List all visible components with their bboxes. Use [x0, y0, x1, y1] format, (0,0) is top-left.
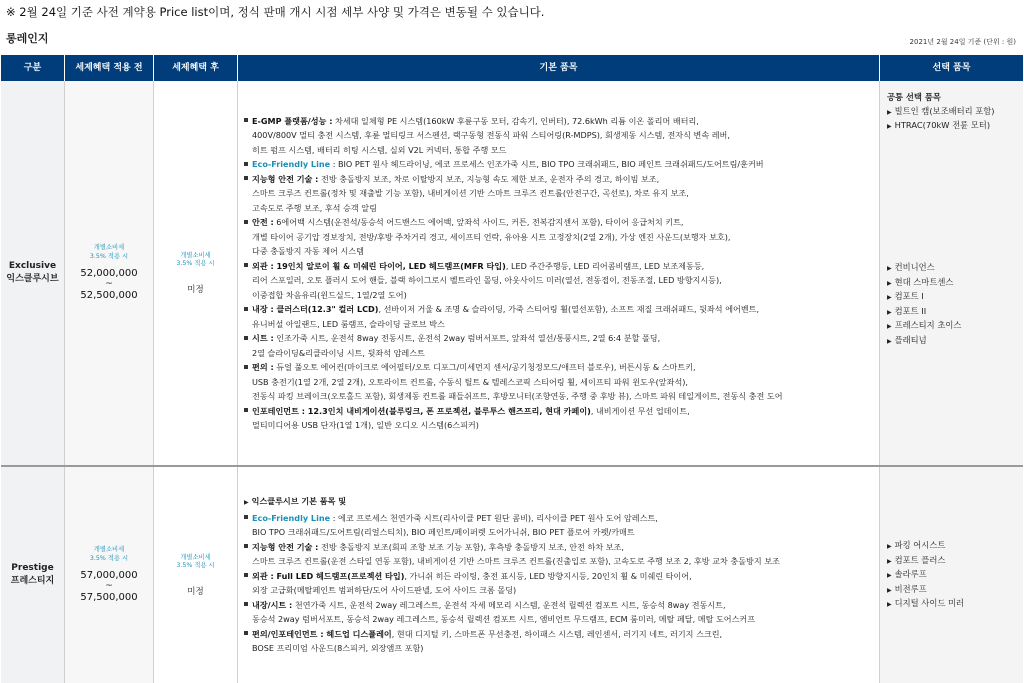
option-item — [887, 319, 961, 334]
price-before-tax — [65, 81, 154, 465]
option-item — [887, 276, 961, 291]
option-item-label: 컨비니언스 — [894, 262, 935, 272]
tax-note-rate: 3.5% 적용 시 — [89, 554, 129, 562]
common-option-item — [887, 119, 995, 134]
basic-item-line — [244, 259, 873, 274]
square-bullet-icon — [244, 118, 248, 122]
price-from: 57,000,000 — [80, 570, 138, 581]
price-to: 57,500,000 — [80, 592, 138, 603]
model-title: 롱레인지 — [6, 32, 49, 45]
square-bullet-icon — [244, 336, 248, 340]
basic-item-line — [244, 114, 873, 129]
option-item — [887, 568, 964, 583]
common-option-item — [887, 105, 995, 120]
price-to: 52,500,000 — [80, 290, 138, 301]
basic-item-text: 전방 충돌방지 보조, 차로 이탈방지 보조, 지능형 속도 제한 보조, 운전자 주의 경고, 하이빔 보조, — [318, 173, 660, 184]
option-item-label: 디지털 사이드 미러 — [894, 598, 965, 608]
basic-item-head: 편의/인포테인먼트 : 헤드업 디스플레이 — [252, 628, 392, 639]
basic-item-head: Eco-Friendly Line — [252, 512, 331, 523]
basic-item-text: USB 충전기(1열 2개, 2열 2개), 오토라이트 컨트롤, 수동식 틸트 & 텔레스코픽 스티어링 휠, 세이프티 파워 윈도우(앞좌석), — [252, 376, 688, 387]
arrow-bullet-icon: ▶ — [887, 279, 892, 287]
basic-item-head: 내장 : 클러스터(12.3" 컬러 LCD) — [252, 304, 379, 314]
tax-note: 개별소비세 — [93, 244, 125, 251]
basic-item-text: 전방 충돌방지 보조(회피 조향 보조 기능 포함), 후측방 충돌방지 보조, 안전 하차 보조, — [318, 541, 624, 552]
arrow-bullet-icon: ▶ — [244, 499, 249, 507]
arrow-bullet-icon: ▶ — [887, 123, 892, 130]
basic-item-line — [244, 201, 873, 216]
basic-item-text: 고속도로 주행 보조, 후석 승객 알림 — [252, 202, 377, 213]
basic-item-head: Eco-Friendly Line — [252, 159, 331, 169]
basic-item-line — [244, 273, 873, 288]
basic-item-head: 외관 : 19인치 알로이 휠 & 미쉐린 타이어, LED 헤드램프(MFR 타입) — [252, 260, 506, 271]
basic-item-text: 인조가죽 시트, 운전석 8way 전동시트, 운전석 2way 럼버서포트, 앞좌석 열선/통풍시트, 2열 6:4 분할 폴딩, — [273, 333, 661, 343]
basic-item-text: , 내비게이션 무선 업데이트, — [590, 405, 690, 416]
trim-name — [1, 467, 65, 683]
after-tax-note: 개별소비세 — [180, 251, 211, 259]
arrow-bullet-icon: ▶ — [887, 586, 892, 594]
table-row-prestige — [1, 467, 1023, 683]
basic-item-text: BOSE 프리미엄 사운드(8스피커, 외장앰프 포함) — [252, 643, 424, 654]
option-item — [887, 261, 961, 276]
basic-item-text: 리어 스포일러, 오토 플러시 도어 핸들, 블랙 하이그로시 벨트라인 몰딩, 아웃사이드 미러(열선, 전동접이, 전동조절, LED 방향지시등), — [252, 275, 722, 285]
row-divider — [1, 465, 1023, 467]
square-bullet-icon — [244, 408, 248, 412]
basic-item-text: : 에코 프로세스 천연가죽 시트(리사이클 PET 원단 콤비), 리사이클 PET 원사 도어 암레스트, — [330, 512, 658, 523]
arrow-bullet-icon: ▶ — [887, 557, 892, 565]
basic-item-text: 전동식 파킹 브레이크(오토홀드 포함), 회생제동 컨트롤 패들쉬프트, 후방모니터(조향연동, 주행 중 후방 뷰), 스마트 파워 테일게이트, 전동식 충전 도어 — [252, 391, 783, 401]
basic-item-text: 400V/800V 멀티 충전 시스템, 후륜 멀티링크 서스펜션, 랙구동형 전동식 파워 스티어링(R-MDPS), 회생제동 시스템, 전자식 변속 레버, — [252, 130, 730, 140]
option-list — [887, 261, 961, 348]
price-table — [1, 55, 1023, 683]
square-bullet-icon — [244, 365, 248, 369]
basic-item-line — [244, 346, 873, 361]
basic-item-text: 유니버설 아일랜드, LED 룸램프, 슬라이딩 글로브 박스 — [252, 318, 445, 329]
basic-item-text: 히트 펌프 시스템, 배터리 히팅 시스템, 실외 V2L 커넥터, 통합 주행 모드 — [252, 144, 507, 155]
trim-name-ko: 익스클루시브 — [6, 274, 59, 284]
arrow-bullet-icon: ▶ — [887, 337, 892, 345]
basic-item-text: 6에어백 시스템(운전석/동승석 어드밴스드 에어백, 앞좌석 사이드, 커튼, 전복감지센서 포함), 타이어 응급처치 키트, — [273, 217, 684, 227]
option-item — [887, 554, 964, 569]
option-item-label: 비전루프 — [894, 583, 927, 594]
option-item-label: 플래티넘 — [894, 334, 927, 345]
basic-item-line — [244, 302, 873, 317]
option-item — [887, 583, 964, 598]
basic-item-head: 인포테인먼트 : 12.3인치 내비게이션(블루링크, 폰 프로젝션, 블루투스 핸즈프리, 현대 카페이) — [252, 405, 591, 416]
basic-item-line — [244, 569, 873, 584]
basic-item-line — [244, 186, 873, 201]
square-bullet-icon — [244, 263, 248, 267]
basic-item-text: 듀얼 풀오토 에어컨(마이크로 에어필터/오토 디포그/미세먼지 센서/공기청정모드/애프터 블로우), 버튼시동 & 스마트키, — [273, 362, 696, 372]
price-after-tax — [154, 467, 238, 683]
square-bullet-icon — [244, 631, 248, 635]
basic-item-line — [244, 554, 873, 569]
basic-item-text: 2열 슬라이딩&리클라이닝 시트, 뒷좌석 암레스트 — [252, 347, 425, 358]
notice-text: ※ 2월 24일 기준 사전 계약용 Price list이며, 정식 판매 개시 시점 세부 사양 및 가격은 변동될 수 있습니다. — [6, 5, 545, 19]
option-item-label: 파킹 어시스트 — [894, 540, 946, 550]
option-item — [887, 290, 961, 305]
basic-item-text: , 가니쉬 히든 라이팅, 충전 표시등, LED 방향지시등, 20인치 휠 & 미쉐린 타이어, — [404, 570, 692, 581]
after-tax-value: 미정 — [187, 284, 204, 295]
basic-item-line — [244, 128, 873, 143]
basic-item-line — [244, 230, 873, 245]
basic-item-text: 외장 고급화(메탈페인트 범퍼하단/도어 사이드판넬, 도어 사이드 크롬 몰딩) — [252, 585, 517, 596]
basic-item-line — [244, 331, 873, 346]
trim-name-ko: 프레스티지 — [10, 576, 55, 586]
square-bullet-icon — [244, 573, 248, 577]
basic-item-head: 외관 : Full LED 헤드램프(프로젝션 타입) — [252, 570, 405, 581]
arrow-bullet-icon: ▶ — [887, 108, 892, 116]
option-item-label: 컴포트 플러스 — [894, 554, 946, 565]
basic-item-line — [244, 525, 873, 540]
basic-item-text: 다중 충돌방지 자동 제어 시스템 — [252, 246, 364, 256]
basic-item-line — [244, 360, 873, 375]
common-options — [887, 91, 995, 134]
basic-item-text: 차세대 일체형 PE 시스템(160kW 후륜구동 모터, 감속기, 인버터), 72.6kWh 리튬 이온 폴리머 배터리, — [332, 115, 699, 126]
option-item — [887, 539, 964, 554]
basic-item-text: : BIO PET 원사 헤드라이닝, 에코 프로세스 인조가죽 시트, BIO TPO 크래쉬패드, BIO 페인트 크래쉬패드/도어트림/훈커버 — [330, 159, 764, 169]
basic-item-head: 익스클루시브 기본 품목 및 — [251, 496, 347, 507]
basic-item-line — [244, 627, 873, 642]
arrow-bullet-icon: ▶ — [887, 323, 892, 330]
option-item — [887, 305, 961, 320]
header-before-tax: 세제혜택 적용 전 — [65, 55, 154, 81]
option-item-label: 컴포트 II — [894, 305, 927, 316]
table-row-exclusive — [1, 81, 1023, 466]
square-bullet-icon — [244, 220, 248, 224]
basic-item-line — [244, 598, 873, 613]
trim-name-en: Exclusive — [8, 261, 57, 272]
option-item — [887, 597, 964, 612]
basic-item-line — [244, 511, 873, 526]
basic-item-line — [244, 172, 873, 187]
square-bullet-icon — [244, 307, 248, 311]
header-option: 선택 품목 — [932, 63, 971, 73]
after-tax-value: 미정 — [187, 586, 204, 597]
option-item-label: 솔라루프 — [894, 569, 927, 579]
basic-item-text: 이중접합 차음유리(윈드실드, 1열/2열 도어) — [252, 289, 407, 300]
basic-item-head: 내장/시트 : — [252, 599, 293, 610]
option-list — [887, 539, 964, 612]
trim-name — [1, 81, 65, 465]
square-bullet-icon — [244, 176, 248, 180]
common-option-label: HTRAC(70kW 전륜 모터) — [894, 120, 991, 130]
header-after-tax: 세제혜택 후 — [154, 55, 238, 81]
after-tax-note: 개별소비세 — [180, 553, 211, 561]
square-bullet-icon — [244, 515, 248, 519]
basic-item-text: , 현대 디지털 키, 스마트폰 무선충전, 하이패스 시스템, 레인센서, 러기지 네트, 러기지 스크린, — [391, 628, 723, 639]
date-note: 2021년 2월 24일 기준 (단위 : 원) — [909, 38, 1016, 46]
option-item — [887, 334, 961, 349]
common-option-label: 빌트인 캠(보조배터리 포함) — [894, 105, 995, 116]
basic-item-text: 스마트 크루즈 컨트롤(정차 및 재출발 기능 포함), 내비게이션 기반 스마트 크루즈 컨트롤(안전구간, 곡선로), 차로 유지 보조, — [252, 188, 689, 198]
header-basic: 기본 품목 — [238, 55, 880, 81]
basic-items-list — [238, 81, 880, 465]
arrow-bullet-icon: ▶ — [887, 308, 892, 316]
basic-item-text: 개별 타이어 공기압 경보장치, 전방/후방 주차거리 경고, 세이프티 언락, 유아용 시트 고정장치(2열 2개), 가상 엔진 사운드(보행자 보호), — [252, 231, 731, 242]
square-bullet-icon — [244, 544, 248, 548]
arrow-bullet-icon: ▶ — [887, 601, 892, 608]
option-item-label: 프레스티지 초이스 — [894, 320, 962, 330]
basic-item-line — [244, 215, 873, 230]
basic-item-head: 시트 : — [252, 333, 274, 343]
basic-items-list — [238, 467, 880, 683]
basic-item-line — [244, 244, 873, 259]
price-before-tax — [65, 467, 154, 683]
price-after-tax — [154, 81, 238, 465]
after-tax-note-rate: 3.5% 적용 시 — [176, 562, 215, 569]
basic-item-text: 동승석 2way 럼버서포트, 동승석 2way 레그레스트, 동승석 릴렉션 컴포트 시트, 앰비언트 무드램프, ECM 룸미러, 메탈 페달, 메탈 도어스커프 — [252, 614, 756, 625]
arrow-bullet-icon: ▶ — [887, 294, 892, 301]
header-category: 구분 — [1, 55, 65, 81]
basic-item-line — [244, 375, 873, 390]
basic-item-text: 스마트 크루즈 컨트롤(운전 스타일 연동 포함), 내비게이션 기반 스마트 크루즈 컨트롤(진출입로 포함), 고속도로 주행 보조 2, 후방 교차 충돌방지 보조 — [252, 556, 780, 567]
option-items — [880, 467, 1023, 683]
basic-item-line — [244, 540, 873, 555]
square-bullet-icon — [244, 162, 248, 166]
basic-item-line — [244, 583, 873, 598]
common-options-title: 공통 선택 품목 — [887, 92, 941, 102]
trim-name-en: Prestige — [11, 563, 54, 574]
basic-item-line — [244, 494, 873, 511]
basic-item-head: 편의 : — [252, 362, 274, 372]
basic-item-text: BIO TPO 크래쉬패드/도어트림(리얼스티치), BIO 페인트/페이퍼렛 도어가니쉬, BIO PET 플로어 카펫/카매트 — [252, 527, 635, 538]
basic-item-text: , 선바이저 거울 & 조명 & 슬라이딩, 가죽 스티어링 휠(열선포함), 소프트 재질 크래쉬패드, 뒷좌석 에어벤트, — [378, 304, 760, 314]
basic-item-line — [244, 288, 873, 303]
arrow-bullet-icon: ▶ — [887, 265, 892, 272]
basic-item-line — [244, 389, 873, 404]
price-tilde: ~ — [105, 279, 113, 289]
basic-item-head: 지능형 안전 기술 : — [252, 541, 319, 552]
price-tilde: ~ — [105, 581, 113, 591]
basic-item-text: 멀티미디어용 USB 단자(1열 1개), 일반 오디오 시스템(6스피커) — [252, 420, 479, 430]
basic-item-line — [244, 143, 873, 158]
tax-note: 개별소비세 — [93, 546, 125, 553]
after-tax-note-rate: 3.5% 적용 시 — [176, 260, 215, 267]
basic-item-head: 지능형 안전 기술 : — [252, 173, 319, 184]
basic-item-head: 안전 : — [252, 217, 274, 227]
tax-note-rate: 3.5% 적용 시 — [89, 252, 129, 260]
price-from: 52,000,000 — [80, 268, 138, 279]
basic-item-line — [244, 317, 873, 332]
basic-item-head: E-GMP 플랫폼/성능 : — [252, 115, 333, 126]
option-item-label: 현대 스마트센스 — [894, 276, 954, 287]
basic-item-line — [244, 612, 873, 627]
option-item-label: 컴포트 I — [894, 291, 924, 301]
basic-item-line — [244, 641, 873, 656]
arrow-bullet-icon: ▶ — [887, 543, 892, 550]
basic-item-line — [244, 418, 873, 433]
arrow-bullet-icon: ▶ — [887, 572, 892, 579]
option-items — [880, 81, 1023, 465]
basic-item-line — [244, 404, 873, 419]
basic-item-text: 천연가죽 시트, 운전석 2way 레그레스트, 운전석 자세 메모리 시스템, 운전석 릴렉션 컴포트 시트, 동승석 8way 전동시트, — [292, 599, 726, 610]
square-bullet-icon — [244, 602, 248, 606]
table-header — [1, 55, 1023, 81]
basic-item-line — [244, 157, 873, 172]
basic-item-text: , LED 주간주행등, LED 리어콤비램프, LED 보조제동등, — [505, 260, 705, 271]
